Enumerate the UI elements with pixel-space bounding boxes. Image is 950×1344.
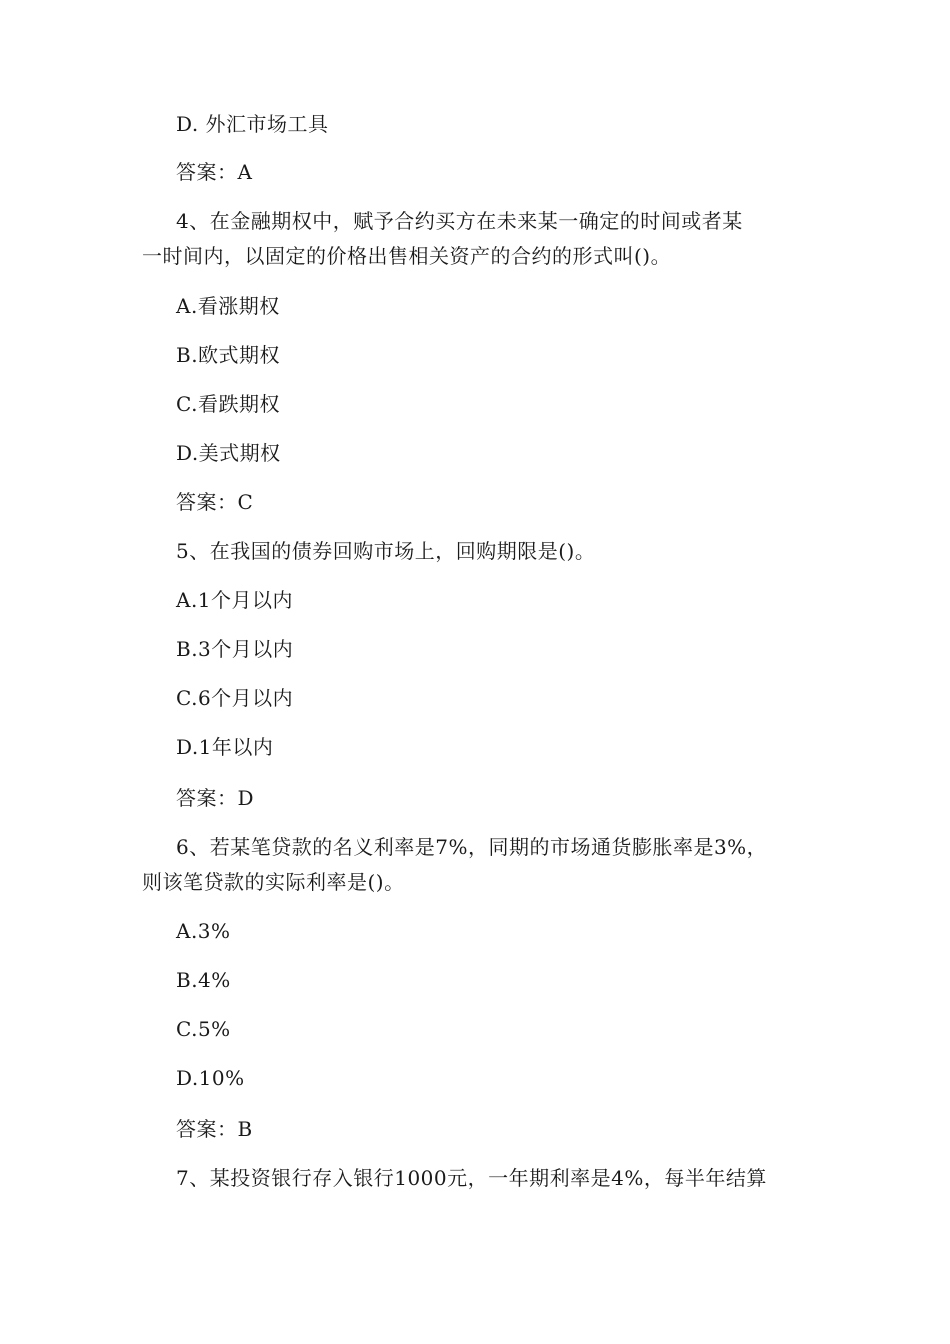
option-line: C.6个月以内: [176, 686, 294, 710]
answer-line: 答案：D: [176, 786, 255, 810]
question-line: 7、某投资银行存入银行1000元，一年期利率是4%，每半年结算: [176, 1166, 767, 1190]
answer-line: 答案：B: [176, 1117, 253, 1141]
option-line: B.3个月以内: [176, 637, 294, 661]
option-line: D.美式期权: [176, 441, 281, 465]
question-line-continued: 则该笔贷款的实际利率是()。: [142, 870, 405, 894]
question-line: 6、若某笔贷款的名义利率是7%，同期的市场通货膨胀率是3%，: [176, 835, 768, 859]
option-line: C.5%: [176, 1017, 231, 1041]
option-line: C.看跌期权: [176, 392, 280, 416]
answer-line: 答案：A: [176, 160, 253, 184]
option-line: B.4%: [176, 968, 231, 992]
question-line-continued: 一时间内，以固定的价格出售相关资产的合约的形式叫()。: [142, 244, 672, 268]
option-line: A.3%: [176, 919, 231, 943]
answer-line: 答案：C: [176, 490, 254, 514]
question-line: 4、在金融期权中，赋予合约买方在未来某一确定的时间或者某: [176, 209, 743, 233]
option-line: A.看涨期权: [176, 294, 280, 318]
option-line: B.欧式期权: [176, 343, 281, 367]
option-line: D.1年以内: [176, 735, 274, 759]
option-line: A.1个月以内: [176, 588, 294, 612]
option-line: D. 外汇市场工具: [176, 112, 329, 136]
question-line: 5、在我国的债券回购市场上，回购期限是()。: [176, 539, 596, 563]
option-line: D.10%: [176, 1066, 245, 1090]
